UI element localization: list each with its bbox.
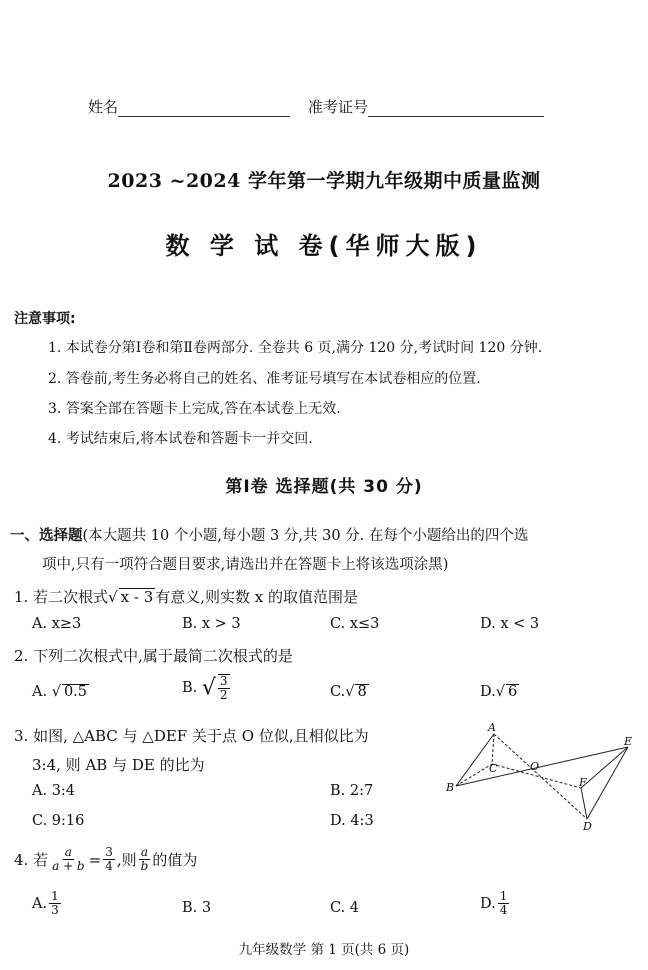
q4-option-a-label: A. [32,895,48,912]
q2-option-b-label: B. [182,680,198,697]
q1-pre: 1. 若二次根式 [14,588,109,606]
question-4 [14,846,197,873]
section-intro-line2: 项中,只有一项符合题目要求,请选出并在答题卡上将该选项涂黑) [42,557,449,573]
q2-option-b-fraction [218,674,230,702]
question-3-line1: 3. 如图, △ABC 与 △DEF 关于点 O 位似,且相似比为 [14,727,369,745]
notice-title: 注意事项: [14,311,76,327]
paper-title: 数 学 试 卷(华师大版) [165,232,483,260]
q4-pre: 4. 若 [14,851,49,870]
q4-frac1-num: a [64,845,72,859]
homothety-figure [446,720,641,832]
q2-option-c-radicand: 8 [357,684,367,700]
q4-mid: ,则 [116,851,137,870]
q4-fraction-3 [139,846,151,873]
segment-ac [492,734,494,764]
name-blank-line[interactable] [118,102,290,117]
label-e: E [624,735,633,748]
notice-item-4: 4. 考试结束后,将本试卷和答题卡一并交回. [48,431,313,447]
q4-fraction-1 [50,846,87,873]
q4-frac2-num: 3 [105,845,113,859]
label-d: D [583,820,592,832]
segment-ad [494,734,587,819]
q4-option-d-fraction [498,890,510,917]
notice-item-1: 1. 本试卷分第Ⅰ卷和第Ⅱ卷两部分. 全卷共 6 页,满分 120 分,考试时间 120 分钟. [48,340,543,356]
q1-option-d[interactable]: D. x < 3 [480,616,540,632]
notice-item-3: 3. 答案全部在答题卡上完成,答在本试卷上无效. [48,401,341,417]
q1-radicand: x - 3 [120,588,154,606]
q4-eq: = [88,850,102,869]
q2-option-a-radicand: 0.5 [63,684,88,700]
q4-frac3-num: a [140,845,149,859]
q4-option-a-num: 1 [51,889,59,903]
q2-option-d-label: D. [480,684,496,700]
candidate-info-row [88,96,544,117]
q2-option-b-den: 2 [219,688,228,703]
q2-option-c[interactable]: C.√ 8 [330,684,367,700]
label-f: F [579,776,587,789]
q3-option-b[interactable]: B. 2:7 [330,783,374,799]
q4-option-d-num: 1 [499,889,508,903]
q4-option-d-den: 4 [499,903,508,918]
exam-id-blank-line[interactable] [368,102,544,117]
segment-ef [581,747,628,788]
question-3-line2: 3:4, 则 AB 与 DE 的比为 [32,756,205,774]
label-c: C [489,762,498,775]
q4-option-d[interactable] [480,890,511,917]
q4-option-b[interactable]: B. 3 [182,900,212,916]
page-footer: 九年级数学 第 1 页(共 6 页) [238,942,410,958]
q4-frac1-den: a + b [52,859,85,874]
question-2: 2. 下列二次根式中,属于最简二次根式的是 [14,647,293,665]
section-title: 第Ⅰ卷 选择题(共 30 分) [225,477,423,497]
section-intro-line1 [10,524,528,545]
label-b: B [446,781,455,794]
segment-ed [587,747,628,819]
segment-be [456,747,628,786]
q4-frac3-den: b [140,859,149,874]
q1-option-c[interactable]: C. x≤3 [330,616,380,632]
q2-option-c-label: C. [330,684,346,700]
section-intro-text: (本大题共 10 个小题,每小题 3 分,共 30 分. 在每个小题给出的四个选 [82,528,529,544]
label-o: O [530,760,540,773]
segment-bc [456,764,492,786]
section-intro-label: 一、选择题 [10,528,83,544]
q4-fraction-2 [103,846,115,873]
q3-option-c[interactable]: C. 9:16 [32,813,85,829]
q4-frac2-den: 4 [105,859,113,874]
exam-title: 2023 ~2024 学年第一学期九年级期中质量监测 [107,170,541,192]
notice-item-2: 2. 答卷前,考生务必将自己的姓名、准考证号填写在本试卷相应的位置. [48,371,481,387]
exam-id-label: 准考证号 [308,98,369,116]
q1-radical: √ x - 3 [108,588,154,606]
q4-option-c[interactable]: C. 4 [330,900,360,916]
q2-option-a-label: A. [32,684,48,700]
segment-fd [581,788,587,819]
q4-option-a-fraction [49,890,61,917]
q2-option-d-radicand: 6 [507,684,518,700]
q4-post: 的值为 [152,851,198,870]
q2-option-d[interactable]: D.√ 6 [480,684,518,700]
name-label: 姓名 [88,98,119,116]
q3-option-a[interactable]: A. 3:4 [32,783,76,799]
q4-option-d-label: D. [480,895,496,912]
q4-option-a[interactable] [32,890,63,917]
q4-option-a-den: 3 [51,903,59,918]
label-a: A [488,721,496,734]
q1-option-b[interactable]: B. x > 3 [182,616,241,632]
q1-option-a[interactable]: A. x≥3 [32,616,82,632]
q2-option-b[interactable]: B. √ $\frac{3}{2}$ [182,674,228,703]
question-1 [14,586,358,607]
q1-post: 有意义,则实数 x 的取值范围是 [155,588,359,606]
q3-option-d[interactable]: D. 4:3 [330,813,374,829]
q2-option-b-num: 3 [219,674,228,688]
q2-option-a[interactable]: A. √ 0.5 [32,684,88,700]
